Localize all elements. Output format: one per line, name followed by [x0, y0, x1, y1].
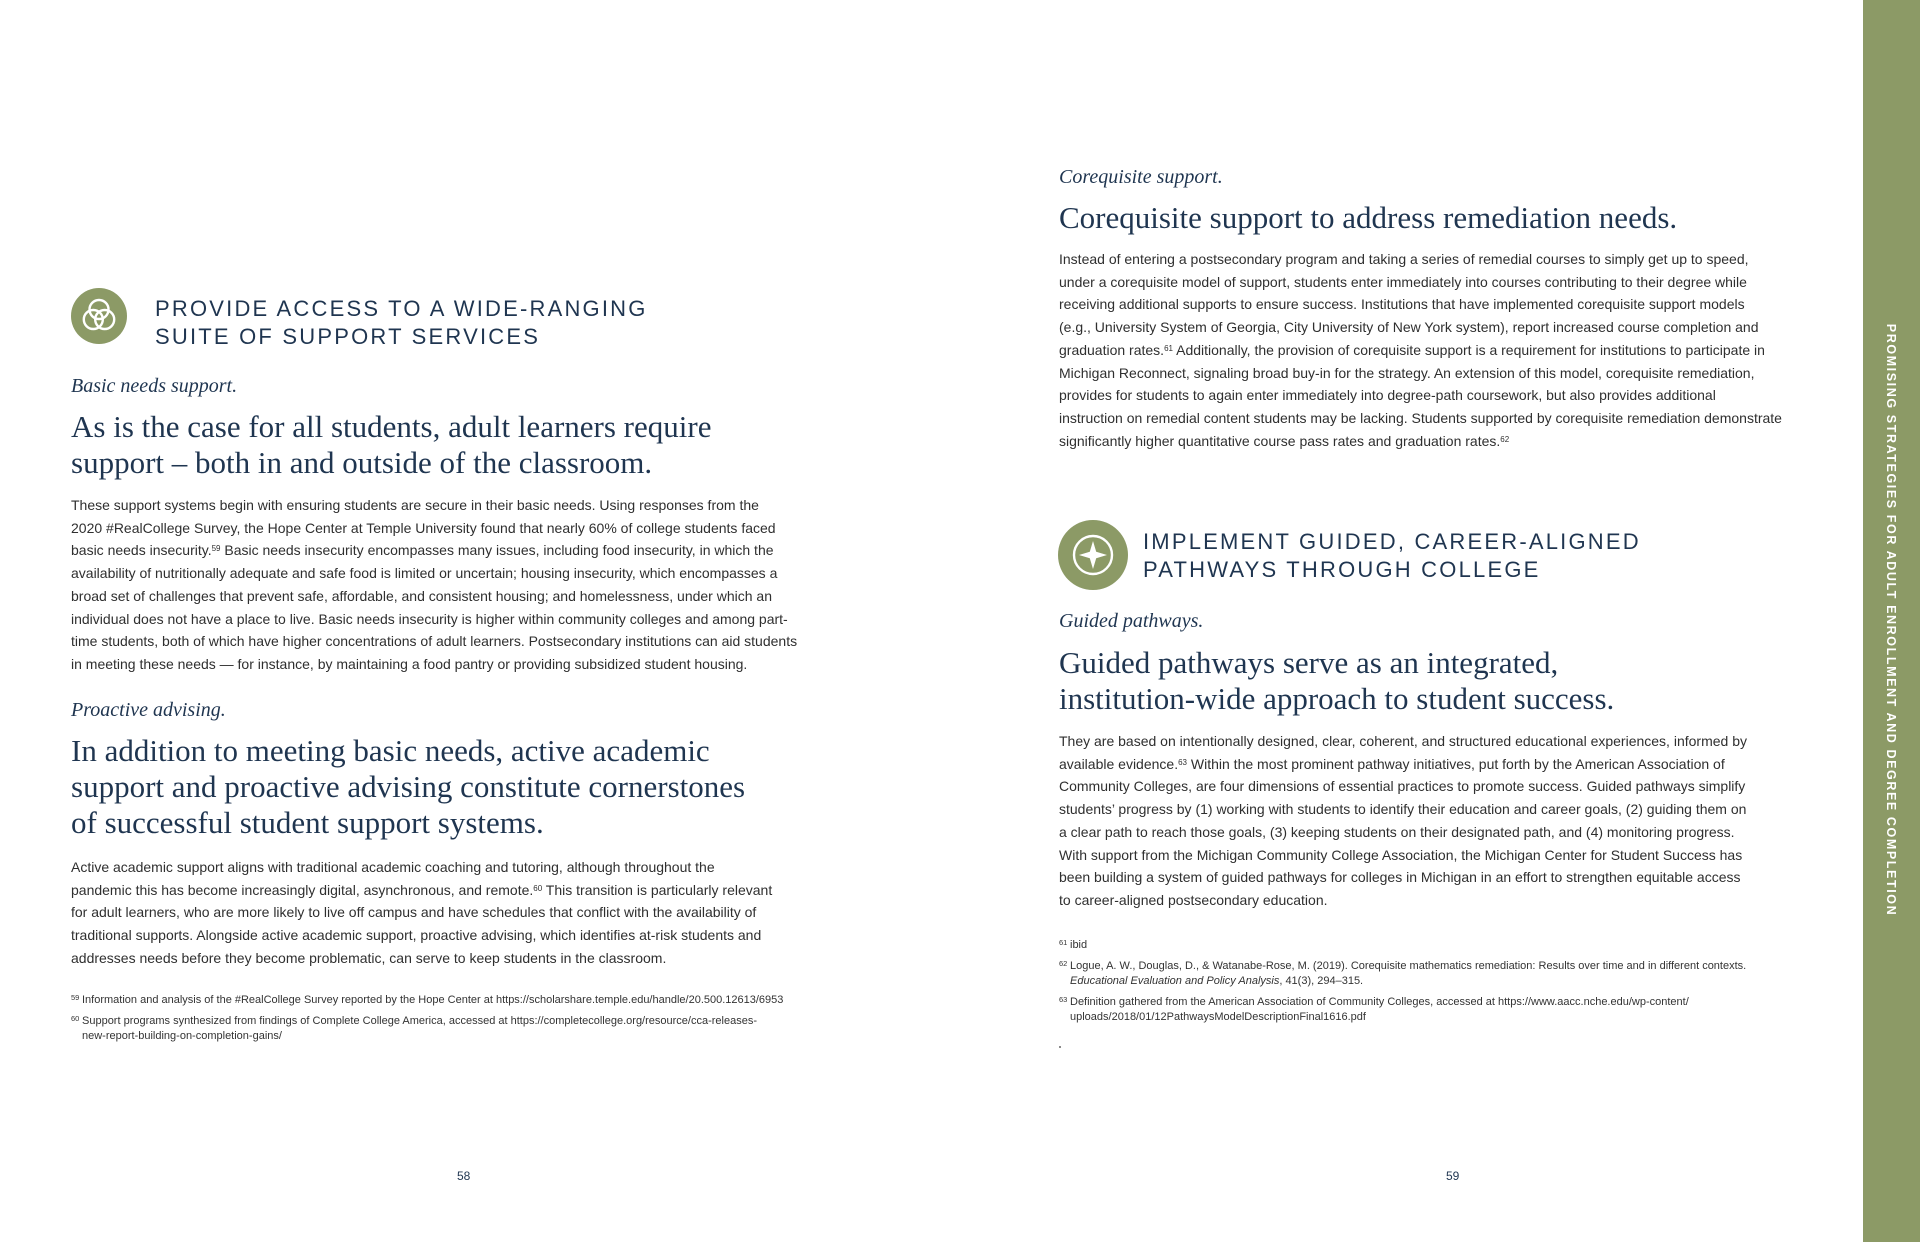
footnote-number: 63 [1059, 994, 1068, 1004]
footnote-text: uploads/2018/01/12PathwaysModelDescriptionFinal1616.pdf [1070, 1011, 1366, 1023]
footnote-ref: 62 [1500, 434, 1510, 444]
footnote-60 [71, 1014, 871, 1045]
headline-basic-needs [71, 409, 711, 481]
footnote-text: Definition gathered from the American Association of Community Colleges, accessed at https://www.aacc.nche.edu/wp-content/ [1070, 995, 1689, 1008]
body-line: provides for students to again enter immediately into degree-path coursework, but also provides additional [1059, 387, 1716, 404]
body-line: (e.g., University System of Georgia, City University of New York system), report increased course completion and [1059, 319, 1759, 336]
compass-icon [1058, 520, 1128, 590]
footnote-62 [1059, 959, 1849, 990]
footnote-ref: 61 [1164, 343, 1173, 353]
body-text: available evidence. [1059, 755, 1179, 772]
footnote-text: ibid [1070, 939, 1088, 951]
headline-corequisite: Corequisite support to address remediation needs. [1059, 200, 1678, 235]
headline-guided-pathways [1059, 645, 1614, 717]
footnote-number: 60 [71, 1013, 80, 1023]
body-line [1059, 339, 1849, 362]
body-text: Basic needs insecurity encompasses many issues, including food insecurity, in which the [220, 542, 774, 559]
body-line: been building a system of guided pathways for colleges in Michigan in an effort to strengthen equitable access [1059, 869, 1741, 886]
body-line: Active academic support aligns with traditional academic coaching and tutoring, although throughout the [71, 859, 715, 875]
section-heading-support-services [155, 295, 648, 351]
body-line: availability of nutritionally adequate and safe food is limited or uncertain; housing insecurity, which encompasses a [71, 565, 778, 582]
body-line [1059, 753, 1849, 776]
body-line [71, 879, 861, 902]
headline-line: As is the case for all students, adult learners require [71, 409, 712, 444]
headline-line: support and proactive advising constitute cornerstones [71, 769, 746, 804]
footnote-text [1070, 974, 1849, 990]
body-text: Additionally, the provision of corequisite support is a requirement for institutions to participate in [1172, 341, 1765, 358]
body-line: instruction on remedial content students may be lacking. Students supported by corequisite remediation demonstrate [1059, 409, 1782, 426]
heading-line: PATHWAYS THROUGH COLLEGE [1143, 557, 1541, 582]
footnote-text: new-report-building-on-completion-gains/ [82, 1030, 282, 1042]
interlocking-rings-icon [71, 288, 127, 344]
body-text: significantly higher quantitative course pass rates and graduation rates. [1059, 432, 1501, 449]
body-line: With support from the Michigan Community College Association, the Michigan Center for Student Success has [1059, 846, 1743, 863]
citation-detail: , 41(3), 294–315. [1279, 975, 1364, 987]
side-tab-label: PROMISING STRATEGIES FOR ADULT ENROLLMENT AND DEGREE COMPLETION [1884, 323, 1898, 917]
footnote-number: 62 [1059, 958, 1068, 968]
footnote-text: Logue, A. W., Douglas, D., & Watanabe-Rose, M. (2019). Corequisite mathematics remediation: Results over time and in different contexts. [1070, 959, 1747, 972]
body-line: These support systems begin with ensuring students are secure in their basic needs. Using responses from the [71, 497, 759, 513]
page-number: 58 [457, 1169, 471, 1183]
body-text: basic needs insecurity. [71, 542, 212, 559]
footnote-61 [1059, 938, 1849, 954]
stray-dot [1059, 1046, 1061, 1048]
page-number: 59 [1446, 1169, 1460, 1183]
footnote-number: 61 [1059, 938, 1068, 947]
kicker-corequisite: Corequisite support. [1059, 166, 1223, 188]
side-tab [1863, 0, 1920, 1242]
headline-line: institution-wide approach to student success. [1059, 681, 1615, 716]
body-line [71, 539, 861, 562]
kicker-guided-pathways: Guided pathways. [1059, 610, 1204, 632]
body-text: graduation rates. [1059, 341, 1165, 358]
footnote-text: Support programs synthesized from findings of Complete College America, accessed at https://completecollege.org/resource/cca-releases- [82, 1014, 757, 1027]
body-line: under a corequisite model of support, students enter immediately into courses contributing to their degree while [1059, 273, 1747, 290]
body-line: broad set of challenges that prevent safe, affordable, and consistent housing; and homelessness, under which an [71, 587, 772, 604]
body-line: 2020 #RealCollege Survey, the Hope Center at Temple University found that nearly 60% of college students faced [71, 519, 776, 536]
body-line: to career-aligned postsecondary education. [1059, 891, 1328, 908]
body-text: Within the most prominent pathway initiatives, put forth by the American Association of [1187, 755, 1725, 772]
footnote-ref: 59 [211, 544, 221, 554]
body-line: Instead of entering a postsecondary program and taking a series of remedial courses to simply get up to speed, [1059, 251, 1749, 267]
kicker-basic-needs: Basic needs support. [71, 375, 238, 397]
body-line: individual does not have a place to live. Basic needs insecurity is higher within community colleges and among part- [71, 610, 788, 627]
body-basic-needs [71, 494, 861, 676]
journal-title: Educational Evaluation and Policy Analysis [1070, 975, 1280, 987]
body-guided-pathways [1059, 730, 1849, 912]
body-line: students’ progress by (1) working with students to identify their education and career goals, (2) guiding them on [1059, 801, 1747, 818]
body-line: time students, both of which have higher concentrations of adult learners. Postsecondary institutions can aid students [71, 633, 798, 650]
headline-proactive-advising [71, 733, 745, 841]
footnote-ref: 63 [1178, 757, 1187, 767]
heading-line: PROVIDE ACCESS TO A WIDE-RANGING [155, 296, 648, 321]
footnote-number: 59 [71, 993, 80, 1002]
body-line: for adult learners, who are more likely to live off campus and have schedules that conflict with the availability of [71, 904, 757, 921]
kicker-proactive-advising: Proactive advising. [71, 699, 226, 721]
body-corequisite [1059, 248, 1849, 452]
body-line [1059, 430, 1849, 453]
headline-line: In addition to meeting basic needs, active academic [71, 733, 710, 768]
body-text: pandemic this has become increasingly digital, asynchronous, and remote. [71, 881, 534, 898]
heading-line: SUITE OF SUPPORT SERVICES [155, 324, 541, 349]
footnote-59 [71, 993, 871, 1009]
headline-line: of successful student support systems. [71, 805, 544, 840]
body-line: in meeting these needs — for instance, by maintaining a food pantry or providing subsidized student housing. [71, 655, 748, 672]
footnotes-left [71, 993, 871, 1050]
body-proactive-advising [71, 856, 861, 970]
right-page [960, 0, 1863, 1242]
heading-line: IMPLEMENT GUIDED, CAREER-ALIGNED [1143, 529, 1641, 554]
body-line: a clear path to reach those goals, (3) keeping students on their designated path, and (4) monitoring progress. [1059, 823, 1735, 840]
body-line: Michigan Reconnect, signaling broad buy-in for the strategy. An extension of this model, corequisite remediation, [1059, 364, 1755, 381]
section-heading-guided-pathways [1143, 528, 1641, 584]
body-text: This transition is particularly relevant [542, 881, 773, 898]
body-line: addresses needs before they become problematic, can serve to keep students in the classroom. [71, 949, 667, 966]
headline-line: support – both in and outside of the classroom. [71, 445, 653, 480]
body-line: traditional supports. Alongside active academic support, proactive advising, which identifies at-risk students and [71, 927, 762, 944]
body-line: receiving additional supports to ensure success. Institutions that have implemented corequisite support models [1059, 296, 1745, 313]
body-line: Community Colleges, are four dimensions of essential practices to promote success. Guided pathways simplify [1059, 778, 1746, 795]
body-line: They are based on intentionally designed, clear, coherent, and structured educational experiences, informed by [1059, 733, 1747, 749]
footnote-63 [1059, 995, 1849, 1026]
footnote-ref: 60 [533, 883, 543, 893]
headline-line: Guided pathways serve as an integrated, [1059, 645, 1559, 680]
footnotes-right [1059, 938, 1849, 1031]
footnote-text: Information and analysis of the #RealCollege Survey reported by the Hope Center at https://scholarshare.temple.edu/handle/20.500.12613/6953 [82, 994, 784, 1006]
